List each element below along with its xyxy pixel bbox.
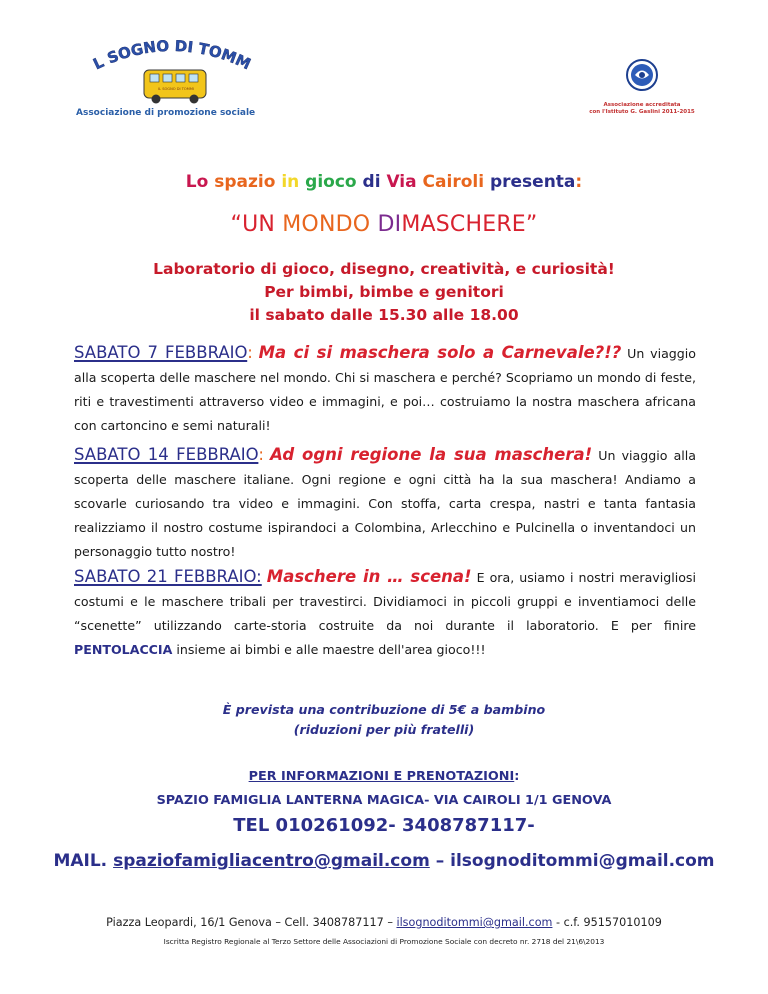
intro-colon: : — [575, 172, 583, 192]
seal-caption-2: con l'Istituto G. Gaslini 2011-2015 — [589, 108, 695, 115]
main-title — [0, 212, 768, 237]
session-block — [74, 443, 696, 564]
footer-registry: Iscritta Registro Regionale al Terzo Settore delle Associazioni di Promozione Sociale con decreto nr. 2718 del 21\6\2013 — [163, 937, 605, 946]
session-date: SABATO 7 FEBBRAIO — [74, 343, 248, 362]
subtitle-line-2: Per bimbi, bimbe e genitori — [264, 283, 504, 301]
intro-word: presenta — [489, 172, 576, 192]
session-date: SABATO 21 FEBBRAIO: — [74, 567, 262, 586]
intro-word: spazio — [214, 172, 276, 192]
svg-text:IL SOGNO DI TOMMI — [72, 40, 254, 73]
session-title: Ad ogni regione la sua maschera! — [270, 445, 593, 464]
email-link-1[interactable]: spaziofamigliacentro@gmail.com — [113, 851, 430, 871]
intro-word: di — [362, 172, 381, 192]
footer-email-link[interactable]: ilsognoditommi@gmail.com — [396, 916, 553, 929]
mail-line — [0, 851, 768, 871]
title-part: “UN — [230, 212, 283, 237]
svg-text:IL SOGNO DI TOMMI: IL SOGNO DI TOMMI — [157, 87, 195, 91]
info-heading — [0, 769, 768, 784]
logo-title: L SOGNO DI TOMM — [90, 40, 254, 74]
info-heading-colon: : — [514, 769, 520, 784]
intro-word: Via — [386, 172, 417, 192]
session-text: Un viaggio alla scoperta delle maschere nel mondo. Chi si maschera e perché? Scopriamo un mondo di feste, riti e travestimenti attraverso video e immagini, e poi… costruiamo la nostra maschera africana con cartoncino e semi naturali! — [74, 346, 696, 433]
session-block — [74, 565, 696, 662]
mail-separator: – — [429, 851, 451, 871]
pentolaccia-highlight: PENTOLACCIA — [74, 642, 173, 657]
title-part: MASCHERE — [401, 212, 526, 237]
session-text: Un viaggio alla scoperta delle maschere italiane. Ogni regione e ogni città ha la sua maschera! Andiamo a scovarle curiosando tra video e immagini. Con stoffa, carta crespa, nastri e tanta fantasia realizziamo il nostro costume ispirandoci a Colombina, Arlecchino e Pulcinella o inventandoci un personaggio tutto nostro! — [74, 448, 697, 559]
venue-line: SPAZIO FAMIGLIA LANTERNA MAGICA- VIA CAIROLI 1/1 GENOVA — [156, 793, 612, 808]
footer-address-b: - c.f. 95157010109 — [552, 916, 662, 929]
footer-address-a: Piazza Leopardi, 16/1 Genova – Cell. 3408787117 – — [106, 916, 397, 929]
footer-address — [0, 916, 768, 929]
email-link-2[interactable]: ilsognoditommi@gmail.com — [450, 851, 715, 871]
session-colon: : — [258, 445, 264, 464]
session-title: Ma ci si maschera solo a Carnevale?!? — [258, 343, 622, 362]
subtitle-line-3: il sabato dalle 15.30 alle 18.00 — [249, 306, 519, 324]
fee-note: (riduzioni per più fratelli) — [293, 722, 475, 737]
logo-subtitle: Associazione di promozione sociale — [76, 108, 256, 118]
session-text: E ora, usiamo i nostri meravigliosi costumi e le maschere tribali per travestirci. Dividiamoci in piccoli gruppi e inventiamoci delle “scenette” utilizzando carte-storia costruite da noi durante il laboratorio. E per finire — [74, 570, 696, 633]
session-colon: : — [247, 343, 253, 362]
info-heading-text: PER INFORMAZIONI E PRENOTAZIONI — [248, 769, 515, 784]
intro-word: Lo — [185, 172, 209, 192]
title-part: MONDO — [282, 212, 378, 237]
session-title: Maschere in … scena! — [266, 567, 472, 586]
accreditation-seal — [588, 58, 696, 116]
intro-word: gioco — [305, 172, 357, 192]
title-part: ” — [525, 212, 538, 237]
session-date: SABATO 14 FEBBRAIO — [74, 445, 259, 464]
intro-word: in — [281, 172, 300, 192]
phone-line: TEL 010261092- 3408787117- — [233, 815, 535, 836]
subtitle-line-1: Laboratorio di gioco, disegno, creatività, e curiosità! — [153, 260, 615, 278]
session-block — [74, 341, 696, 438]
association-logo — [72, 40, 272, 124]
fee-line: È prevista una contribuzione di 5€ a bambino — [222, 702, 546, 717]
mail-label: MAIL. — [53, 851, 108, 871]
intro-word: Cairoli — [422, 172, 485, 192]
session-text-end: insieme ai bimbi e alle maestre dell'area gioco!!! — [172, 642, 486, 657]
intro-line — [0, 172, 768, 192]
seal-caption-1: Associazione accreditata — [603, 102, 681, 108]
gaslini-seal-icon — [588, 58, 696, 98]
title-part: DI — [377, 212, 402, 237]
